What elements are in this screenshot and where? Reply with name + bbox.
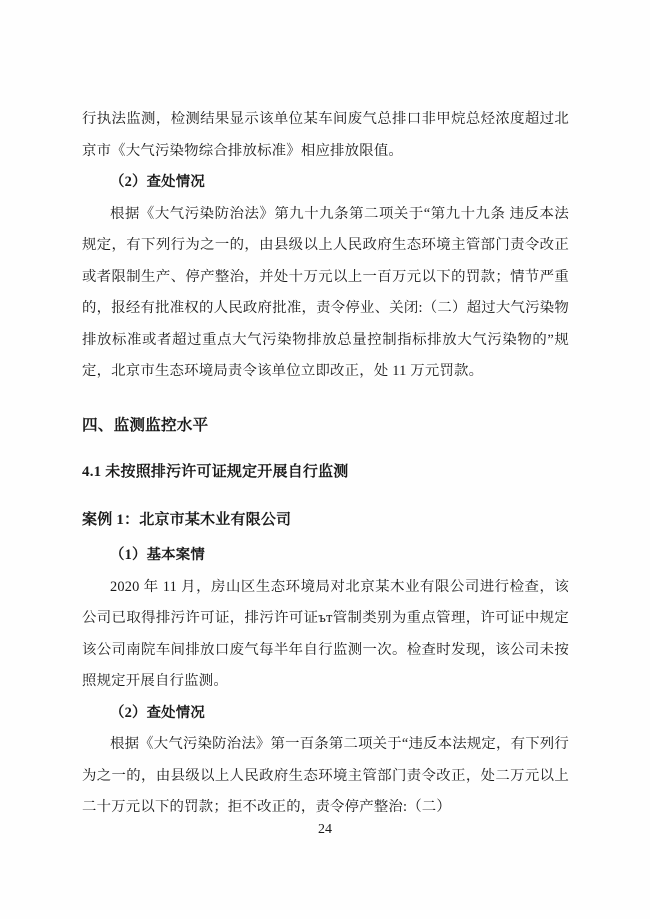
paragraph-continuation: 行执法监测，检测结果显示该单位某车间废气总排口非甲烷总烃浓度超过北京市《大气污染物综合排放标准》相应排放限值。 xyxy=(82,111,569,159)
case-heading-1: 案例 1：北京市某木业有限公司 xyxy=(82,511,292,528)
subsection-heading-4-1: 4.1 未按照排污许可证规定开展自行监测 xyxy=(82,464,349,480)
subheading-investigation-1: （2）查处情况 xyxy=(110,174,205,190)
subheading-investigation-2: （2）查处情况 xyxy=(110,704,205,721)
section-heading-four: 四、监测监控水平 xyxy=(82,416,209,434)
paragraph-basic-facts: 2020 年 11 月，房山区生态环境局对北京某木业有限公司进行检查，该公司已取得排污许可证，排污许可证ът管制类别为重点管理，许可证中规定该公司南院车间排放口废气每半年自行监测一次。检查时发现，该公司未按照规定开展自行监测。 xyxy=(82,578,569,689)
paragraph-penalty-2: 根据《大气污染防治法》第一百条第二项关于“违反本法规定，有下列行为之一的，由县级以上人民政府生态环境主管部门责令改正，处二万元以上二十万元以下的罚款；拒不改正的，责令停产整治:（二） xyxy=(82,736,569,815)
paragraph-penalty-1: 根据《大气污染防治法》第九十九条第二项关于“第九十九条 违反本法规定，有下列行为之一的，由县级以上人民政府生态环境主管部门责令改正或者限制生产、停产整治，并处十万元以上一百万元以下的罚款；情节严重的，报经有批准权的人民政府批准，责令停业、关闭:（二）超过大气污染物排放标准或者超过重点大气污染物排放总量控制指标排放大气污染物的”规定，北京市生态环境局责令该单位立即改正，处 11 万元罚款。 xyxy=(82,205,569,379)
document-body xyxy=(82,104,569,824)
subheading-basic-facts: （1）基本案情 xyxy=(110,547,205,563)
page-number: 24 xyxy=(318,822,332,837)
